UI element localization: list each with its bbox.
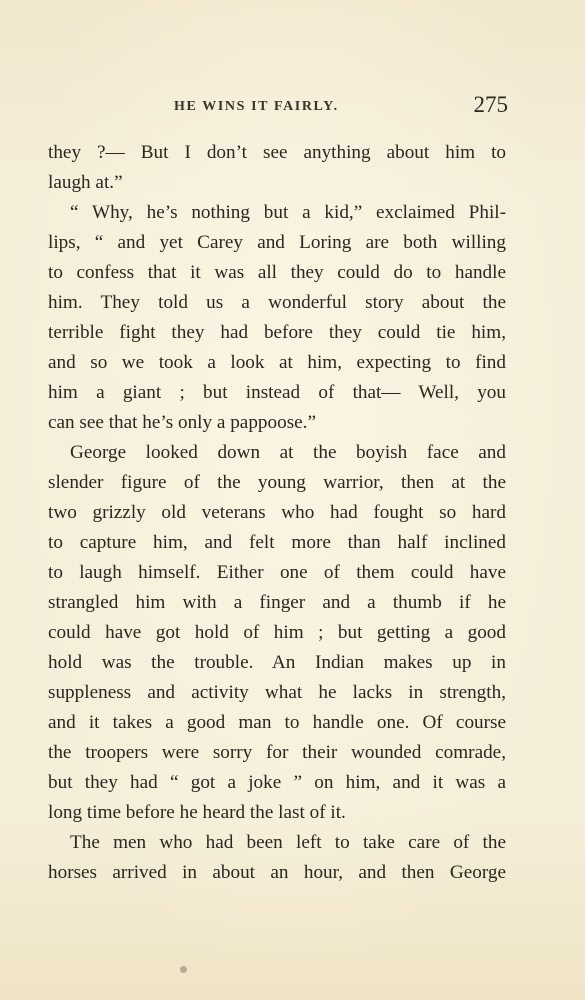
text-line: two grizzly old veterans who had fought so hard bbox=[48, 502, 506, 523]
text-line: The men who had been left to take care of the bbox=[70, 832, 506, 853]
running-title: HE WINS IT FAIRLY. bbox=[174, 99, 339, 114]
text-line: slender figure of the young warrior, then at the bbox=[48, 472, 506, 493]
running-header bbox=[48, 92, 508, 122]
text-line: they ?— But I don’t see anything about him to bbox=[48, 142, 506, 163]
text-line: to laugh himself. Either one of them could have bbox=[48, 562, 506, 583]
text-line: the troopers were sorry for their wounded comrade, bbox=[48, 742, 506, 763]
ink-speck bbox=[180, 966, 187, 973]
text-line: long time before he heard the last of it. bbox=[48, 802, 346, 823]
text-line: him. They told us a wonderful story about the bbox=[48, 292, 506, 313]
text-line: can see that he’s only a pappoose.” bbox=[48, 412, 316, 433]
text-line: could have got hold of him ; but getting a good bbox=[48, 622, 506, 643]
text-line: to capture him, and felt more than half inclined bbox=[48, 532, 506, 553]
text-line: laugh at.” bbox=[48, 172, 123, 193]
page-number: 275 bbox=[473, 92, 508, 117]
text-line: “ Why, he’s nothing but a kid,” exclaimed Phil- bbox=[70, 202, 506, 223]
text-line: George looked down at the boyish face and bbox=[70, 442, 506, 463]
text-line: horses arrived in about an hour, and then George bbox=[48, 862, 506, 883]
text-line: to confess that it was all they could do to handle bbox=[48, 262, 506, 283]
text-line: strangled him with a finger and a thumb if he bbox=[48, 592, 506, 613]
text-line: suppleness and activity what he lacks in strength, bbox=[48, 682, 506, 703]
body-text bbox=[48, 138, 506, 888]
text-line: terrible fight they had before they could tie him, bbox=[48, 322, 506, 343]
text-line: hold was the trouble. An Indian makes up in bbox=[48, 652, 506, 673]
text-line: and so we took a look at him, expecting to find bbox=[48, 352, 506, 373]
text-line: and it takes a good man to handle one. Of course bbox=[48, 712, 506, 733]
text-line: lips, “ and yet Carey and Loring are both willing bbox=[48, 232, 506, 253]
text-line: but they had “ got a joke ” on him, and it was a bbox=[48, 772, 506, 793]
text-line: him a giant ; but instead of that— Well, you bbox=[48, 382, 506, 403]
